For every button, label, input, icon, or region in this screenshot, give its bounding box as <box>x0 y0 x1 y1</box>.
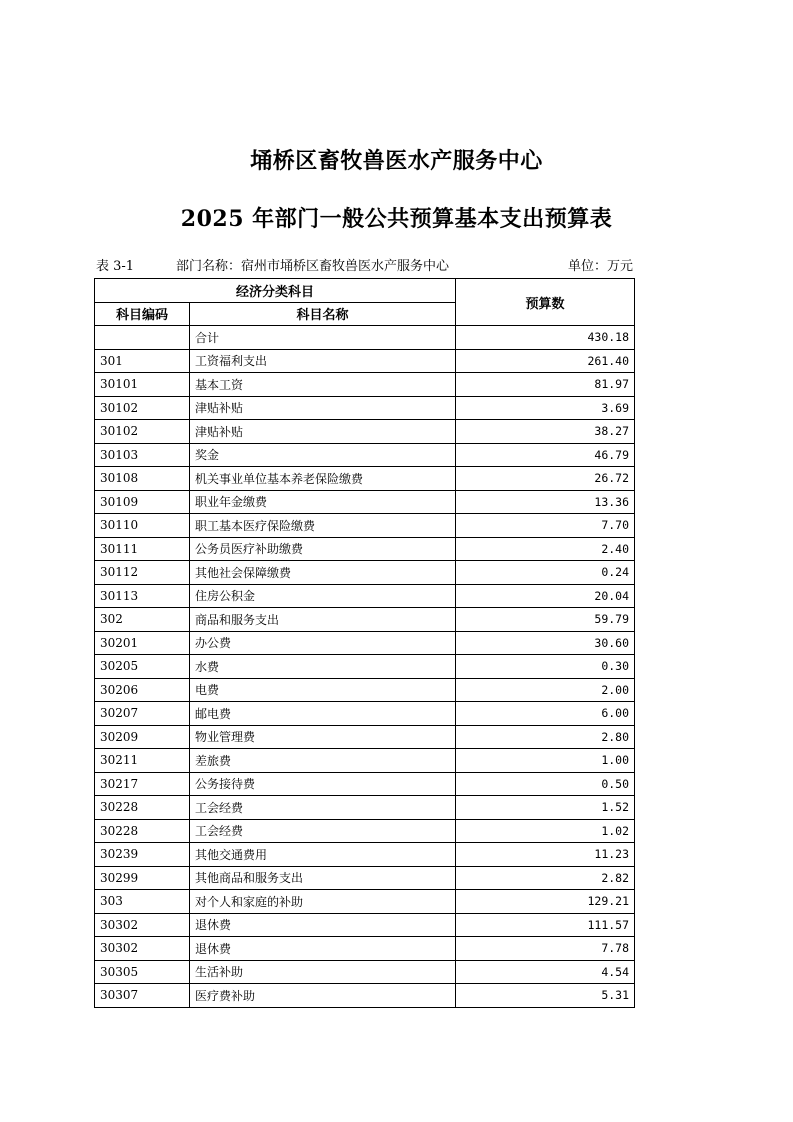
subject-name-cell: 合计 <box>190 326 456 350</box>
header-budget-amount: 预算数 <box>456 279 635 326</box>
subject-code-cell: 303 <box>95 890 190 914</box>
subject-name-cell: 基本工资 <box>190 373 456 397</box>
subject-name-cell: 机关事业单位基本养老保险缴费 <box>190 467 456 491</box>
table-title: 2025 年部门一般公共预算基本支出预算表 <box>180 206 613 232</box>
table-row <box>95 326 635 350</box>
table-row <box>95 843 635 867</box>
budget-amount-cell: 1.00 <box>456 749 635 773</box>
budget-amount-cell: 2.40 <box>456 537 635 561</box>
budget-amount-cell: 5.31 <box>456 984 635 1008</box>
budget-amount-cell: 38.27 <box>456 420 635 444</box>
table-row <box>95 725 635 749</box>
table-row <box>95 373 635 397</box>
subject-name-cell: 津贴补贴 <box>190 396 456 420</box>
subject-code-cell: 301 <box>95 349 190 373</box>
subject-name-cell: 差旅费 <box>190 749 456 773</box>
table-row <box>95 866 635 890</box>
subject-code-cell: 30302 <box>95 937 190 961</box>
subject-code-cell <box>95 326 190 350</box>
unit-label: 单位：万元 <box>568 259 634 274</box>
table-row <box>95 396 635 420</box>
subject-name-cell: 工会经费 <box>190 819 456 843</box>
table-number: 表 3-1 <box>96 259 135 274</box>
table-row <box>95 584 635 608</box>
table-row <box>95 655 635 679</box>
subject-name-cell: 工会经费 <box>190 796 456 820</box>
table-row <box>95 608 635 632</box>
subject-name-cell: 医疗费补助 <box>190 984 456 1008</box>
header-subject-code: 科目编码 <box>95 302 190 326</box>
budget-table <box>94 278 635 1008</box>
subject-code-cell: 30103 <box>95 443 190 467</box>
budget-amount-cell: 0.30 <box>456 655 635 679</box>
subject-name-cell: 其他商品和服务支出 <box>190 866 456 890</box>
budget-amount-cell: 1.52 <box>456 796 635 820</box>
subject-name-cell: 生活补助 <box>190 960 456 984</box>
subject-name-cell: 其他交通费用 <box>190 843 456 867</box>
budget-amount-cell: 2.82 <box>456 866 635 890</box>
budget-amount-cell: 59.79 <box>456 608 635 632</box>
budget-amount-cell: 7.70 <box>456 514 635 538</box>
table-row <box>95 490 635 514</box>
subject-code-cell: 30305 <box>95 960 190 984</box>
subject-code-cell: 30113 <box>95 584 190 608</box>
subject-name-cell: 办公费 <box>190 631 456 655</box>
subject-code-cell: 30206 <box>95 678 190 702</box>
subject-code-cell: 30211 <box>95 749 190 773</box>
table-row <box>95 913 635 937</box>
subject-code-cell: 30299 <box>95 866 190 890</box>
subject-code-cell: 30111 <box>95 537 190 561</box>
subject-name-cell: 其他社会保障缴费 <box>190 561 456 585</box>
subject-code-cell: 30239 <box>95 843 190 867</box>
table-row <box>95 772 635 796</box>
subject-name-cell: 职工基本医疗保险缴费 <box>190 514 456 538</box>
subject-code-cell: 302 <box>95 608 190 632</box>
subject-code-cell: 30205 <box>95 655 190 679</box>
budget-amount-cell: 0.50 <box>456 772 635 796</box>
table-row <box>95 561 635 585</box>
budget-amount-cell: 46.79 <box>456 443 635 467</box>
budget-amount-cell: 11.23 <box>456 843 635 867</box>
subject-code-cell: 30110 <box>95 514 190 538</box>
subject-name-cell: 工资福利支出 <box>190 349 456 373</box>
subject-code-cell: 30307 <box>95 984 190 1008</box>
subject-name-cell: 津贴补贴 <box>190 420 456 444</box>
table-body <box>95 326 635 1008</box>
header-economic-category: 经济分类科目 <box>95 279 456 303</box>
table-row <box>95 443 635 467</box>
table-row <box>95 796 635 820</box>
table-row <box>95 749 635 773</box>
table-row <box>95 537 635 561</box>
subject-name-cell: 住房公积金 <box>190 584 456 608</box>
budget-amount-cell: 2.80 <box>456 725 635 749</box>
subject-name-cell: 退休费 <box>190 913 456 937</box>
budget-amount-cell: 81.97 <box>456 373 635 397</box>
table-row <box>95 937 635 961</box>
budget-amount-cell: 111.57 <box>456 913 635 937</box>
budget-amount-cell: 7.78 <box>456 937 635 961</box>
table-row <box>95 631 635 655</box>
budget-amount-cell: 6.00 <box>456 702 635 726</box>
subject-name-cell: 退休费 <box>190 937 456 961</box>
page-title: 埇桥区畜牧兽医水产服务中心 <box>250 148 543 174</box>
table-row <box>95 819 635 843</box>
budget-amount-cell: 30.60 <box>456 631 635 655</box>
table-row <box>95 702 635 726</box>
subject-name-cell: 水费 <box>190 655 456 679</box>
budget-amount-cell: 20.04 <box>456 584 635 608</box>
table-row <box>95 349 635 373</box>
budget-amount-cell: 4.54 <box>456 960 635 984</box>
subject-name-cell: 物业管理费 <box>190 725 456 749</box>
header-subject-name: 科目名称 <box>190 302 456 326</box>
budget-amount-cell: 430.18 <box>456 326 635 350</box>
table-row <box>95 890 635 914</box>
subject-code-cell: 30228 <box>95 796 190 820</box>
subject-code-cell: 30109 <box>95 490 190 514</box>
budget-amount-cell: 13.36 <box>456 490 635 514</box>
subject-code-cell: 30217 <box>95 772 190 796</box>
subject-code-cell: 30228 <box>95 819 190 843</box>
table-row <box>95 960 635 984</box>
department-label: 部门名称：宿州市埇桥区畜牧兽医水产服务中心 <box>176 259 450 274</box>
table-row <box>95 984 635 1008</box>
budget-amount-cell: 2.00 <box>456 678 635 702</box>
subject-name-cell: 职业年金缴费 <box>190 490 456 514</box>
subject-name-cell: 电费 <box>190 678 456 702</box>
budget-amount-cell: 261.40 <box>456 349 635 373</box>
subject-name-cell: 邮电费 <box>190 702 456 726</box>
subject-name-cell: 对个人和家庭的补助 <box>190 890 456 914</box>
subject-name-cell: 奖金 <box>190 443 456 467</box>
table-row <box>95 467 635 491</box>
subject-code-cell: 30302 <box>95 913 190 937</box>
budget-amount-cell: 0.24 <box>456 561 635 585</box>
subject-code-cell: 30112 <box>95 561 190 585</box>
subject-code-cell: 30201 <box>95 631 190 655</box>
subject-code-cell: 30207 <box>95 702 190 726</box>
table-row <box>95 420 635 444</box>
subject-code-cell: 30209 <box>95 725 190 749</box>
budget-amount-cell: 26.72 <box>456 467 635 491</box>
subject-name-cell: 商品和服务支出 <box>190 608 456 632</box>
subject-name-cell: 公务员医疗补助缴费 <box>190 537 456 561</box>
subject-code-cell: 30102 <box>95 396 190 420</box>
subject-code-cell: 30108 <box>95 467 190 491</box>
table-row <box>95 514 635 538</box>
subject-name-cell: 公务接待费 <box>190 772 456 796</box>
budget-amount-cell: 3.69 <box>456 396 635 420</box>
subject-code-cell: 30101 <box>95 373 190 397</box>
subject-code-cell: 30102 <box>95 420 190 444</box>
budget-amount-cell: 1.02 <box>456 819 635 843</box>
budget-amount-cell: 129.21 <box>456 890 635 914</box>
table-row <box>95 678 635 702</box>
